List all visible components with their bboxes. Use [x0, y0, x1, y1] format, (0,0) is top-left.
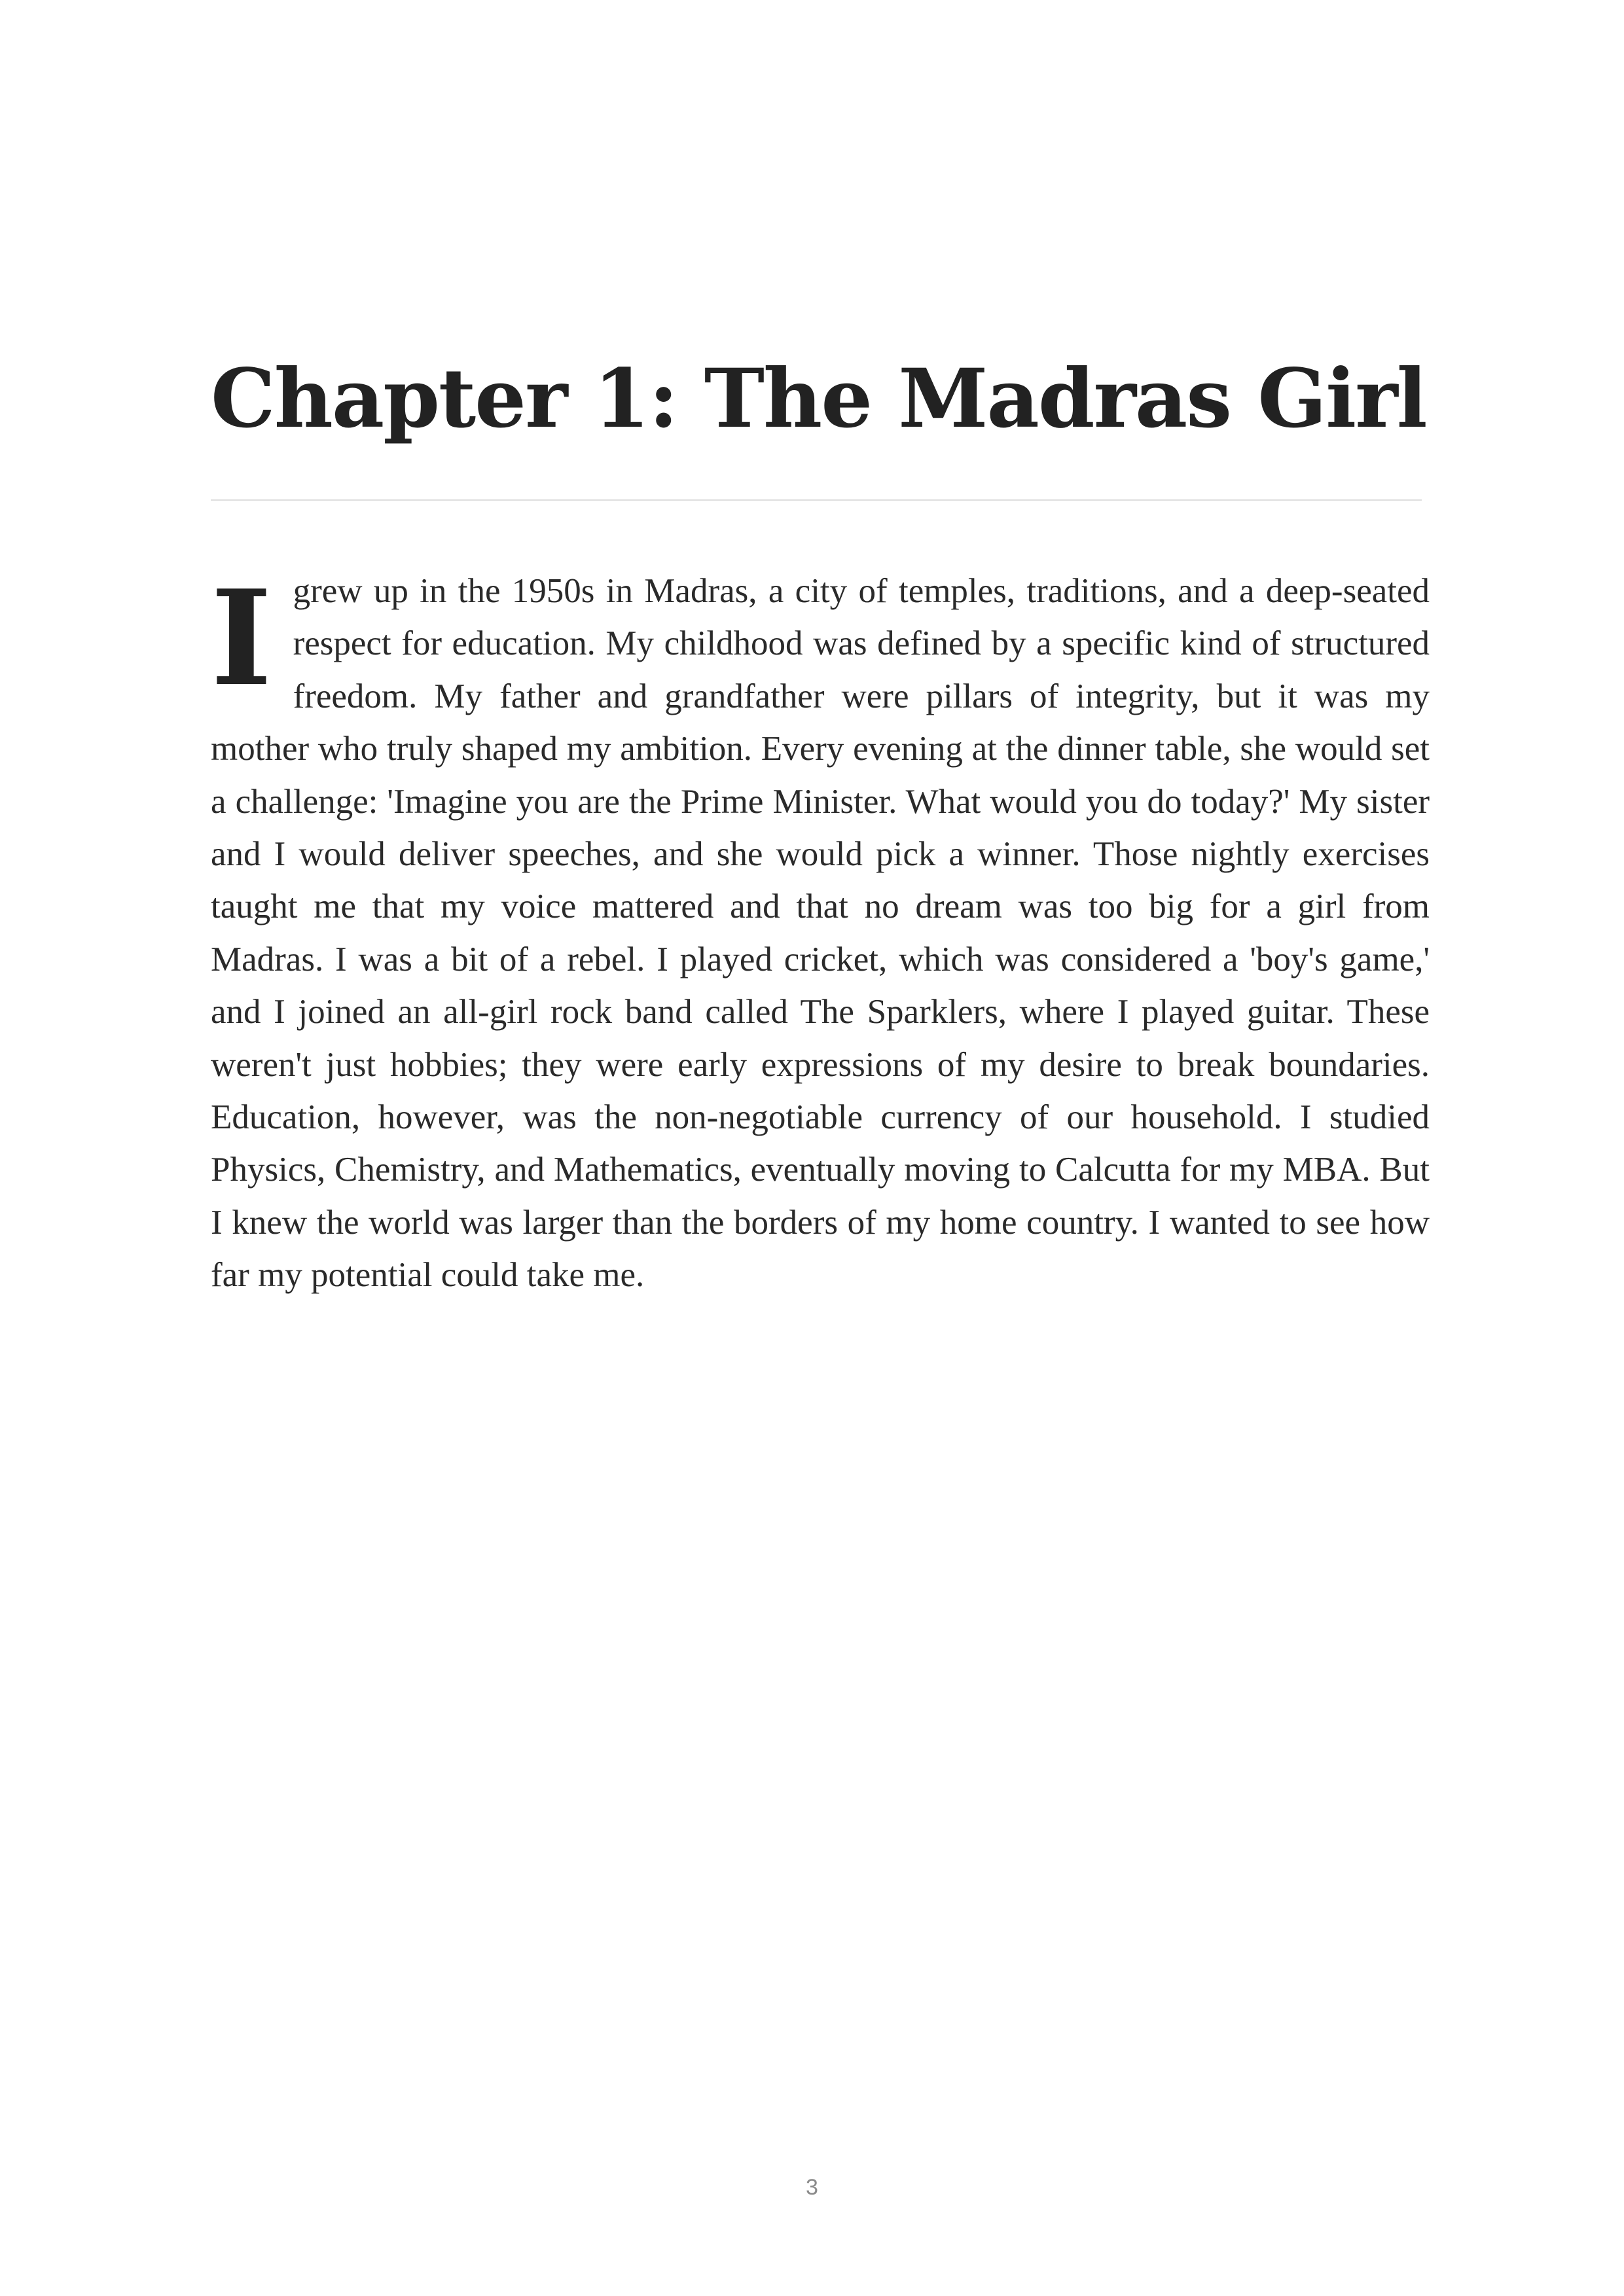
title-divider: [211, 499, 1422, 501]
chapter-title: Chapter 1: The Madras Girl: [211, 351, 1426, 446]
drop-cap-letter: I: [211, 562, 272, 715]
chapter-body-paragraph: [211, 562, 1430, 1302]
page-number: 3: [806, 2175, 818, 2200]
chapter-body-text: grew up in the 1950s in Madras, a city of temples, traditions, and a deep-seated respect for education. My childhood was defined by a specific kind of structured freedom. My father and grandfather were pillars of integrity, but it was my mother who truly shaped my ambition. Every evening at the dinner table, she would set a challenge: 'Imagine you are the Prime Minister. What would you do today?' My sister and I would deliver speeches, and she would pick a winner. Those nightly exercises taught me that my voice mattered and that no dream was too big for a girl from Madras. I was a bit of a rebel. I played cricket, which was considered a 'boy's game,' and I joined an all-girl rock band called The Sparklers, where I played guitar. These weren't just hobbies; they were early expressions of my desire to break boundaries. Education, however, was the non-negotiable currency of our household. I studied Physics, Chemistry, and Mathematics, eventually moving to Calcutta for my MBA. But I knew the world was larger than the borders of my home country. I wanted to see how far my potential could take me.: [211, 572, 1430, 1295]
